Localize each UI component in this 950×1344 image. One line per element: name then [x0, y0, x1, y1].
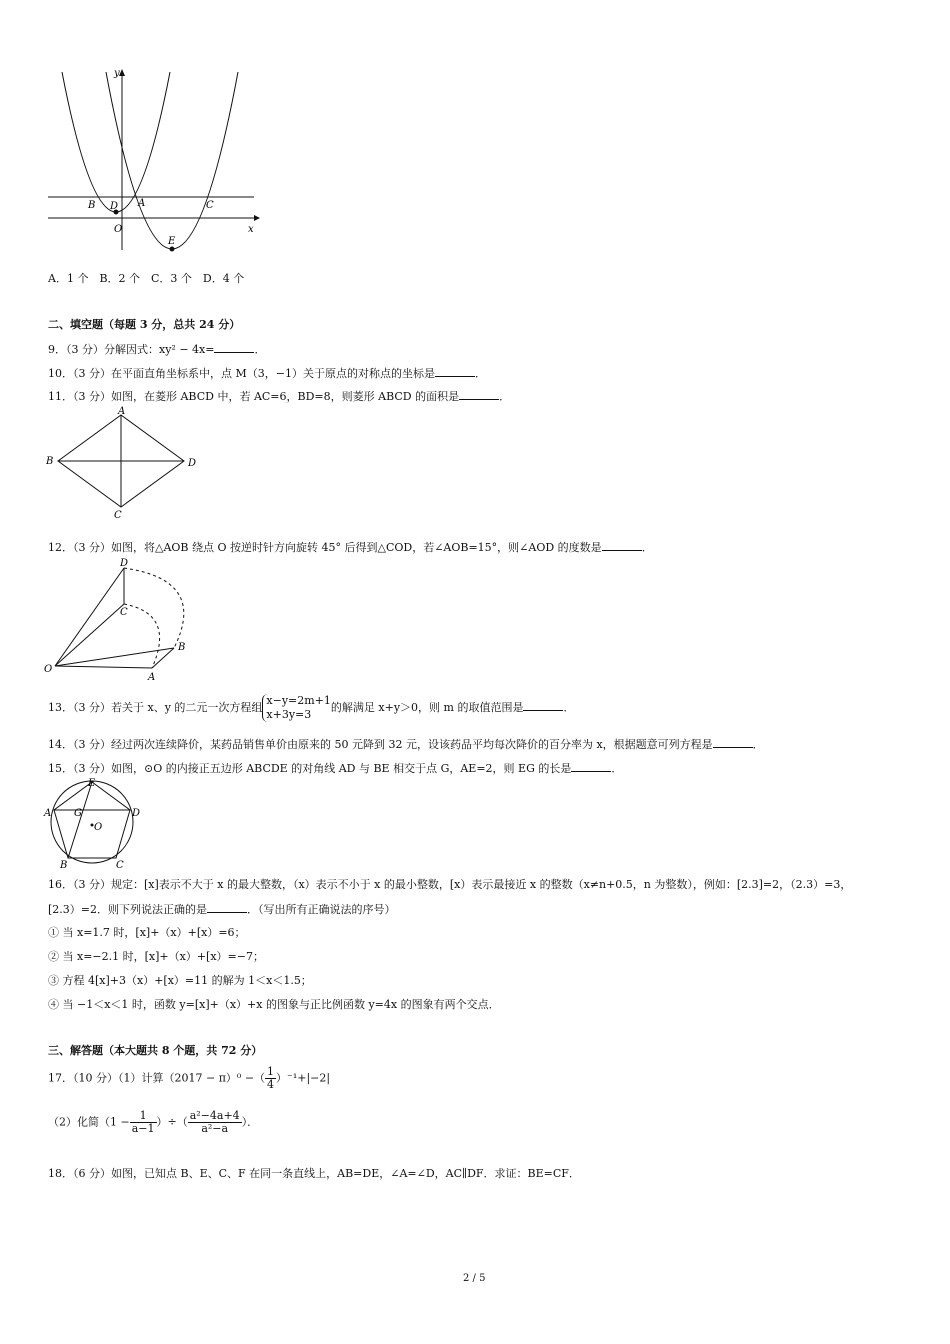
answer-blank[interactable]	[713, 737, 753, 748]
q16-option-2: ② 当 x=−2.1 时，[x]+（x）+[x）=−7；	[48, 950, 264, 963]
svg-text:D: D	[120, 558, 129, 569]
svg-text:y: y	[114, 68, 120, 79]
fraction: $\frac{\text{a²−4a+4}}{\text{a²−a}}$	[189, 1109, 240, 1135]
point-e	[170, 247, 175, 252]
svg-text:C: C	[114, 510, 122, 520]
question-17-part2: （2）化简（1 − $\frac{1}{a-1}$ ）÷（ $\frac{\text{a²−4a+4}}{\text{a²−a}}$ ）．	[48, 1109, 259, 1135]
fraction: $\frac{1}{a-1}$	[131, 1109, 155, 1135]
svg-text:E: E	[88, 778, 96, 789]
question-11: 11．（3 分）如图，在菱形 ABCD 中，若 AC=6，BD=8，则菱形 ABCD 的面积是 ．	[48, 390, 511, 403]
question-17-part1: 17．（10 分）（1）计算（2017 − π）⁰ −（ $\frac{1}{4}$ ）⁻¹+|−2|	[48, 1065, 331, 1091]
answer-blank[interactable]	[435, 366, 475, 377]
q16-option-3: ③ 方程 4[x]+3（x）+[x）=11 的解为 1＜x＜1.5；	[48, 974, 312, 987]
q16-option-1: ① 当 x=1.7 时，[x]+（x）+[x）=6；	[48, 926, 246, 939]
answer-blank[interactable]	[214, 342, 254, 353]
question-13: 13．（3 分）若关于 x、y 的二元一次方程组 x−y=2m+1 x+3y=3 的解满足 x+y＞0，则 m 的取值范围是 ．	[48, 694, 575, 721]
svg-text:D: D	[110, 201, 119, 212]
svg-text:O: O	[114, 224, 123, 235]
svg-text:E: E	[168, 236, 176, 247]
svg-text:A: A	[148, 672, 156, 683]
q8-options: A．1 个 B．2 个 C．3 个 D．4 个	[48, 272, 245, 285]
pentagon-figure	[40, 778, 150, 870]
section3-title: 三、解答题（本大题共 8 个题，共 72 分）	[48, 1044, 263, 1057]
svg-text:B: B	[88, 200, 96, 211]
question-16-line1: 16．（3 分）规定：[x]表示不大于 x 的最大整数，（x）表示不小于 x 的最小整数，[x）表示最接近 x 的整数（x≠n+0.5，n 为整数），例如：[2.3]=2，（2.3）=3，	[48, 878, 852, 891]
section2-title: 二、填空题（每题 3 分，总共 24 分）	[48, 318, 241, 331]
answer-blank[interactable]	[602, 540, 642, 551]
q16-option-4: ④ 当 −1＜x＜1 时，函数 y=[x]+（x）+x 的图象与正比例函数 y=4x 的图象有两个交点．	[48, 998, 500, 1011]
rhombus-figure	[40, 405, 210, 520]
svg-text:B: B	[60, 860, 68, 870]
svg-text:A: A	[44, 808, 52, 819]
question-16-line2: [2.3）=2．则下列说法正确的是 ．（写出所有正确说法的序号）	[48, 903, 396, 916]
parabola-left	[62, 72, 170, 212]
question-18: 18．（6 分）如图，已知点 B、E、C、F 在同一条直线上，AB=DE，∠A=∠D，AC∥DF．求证：BE=CF．	[48, 1167, 580, 1180]
equation-system: x−y=2m+1 x+3y=3	[262, 694, 331, 722]
question-9: 9．（3 分）分解因式：xy² − 4x= ．	[48, 343, 266, 356]
svg-text:C: C	[116, 860, 124, 870]
svg-text:G: G	[74, 808, 82, 819]
svg-text:O: O	[94, 822, 103, 833]
svg-text:x: x	[248, 224, 254, 235]
answer-blank[interactable]	[571, 761, 611, 772]
svg-text:C: C	[206, 200, 214, 211]
question-14: 14．（3 分）经过两次连续降价，某药品销售单价由原来的 50 元降到 32 元，设该药品平均每次降价的百分率为 x，根据题意可列方程是 ．	[48, 738, 764, 751]
svg-text:C: C	[120, 607, 128, 618]
answer-blank[interactable]	[523, 700, 563, 711]
svg-text:D: D	[188, 458, 197, 469]
svg-text:A: A	[138, 198, 146, 209]
rotation-figure	[40, 556, 200, 684]
svg-text:B: B	[178, 642, 186, 653]
page-number: 2 / 5	[463, 1273, 486, 1284]
svg-text:B: B	[46, 456, 54, 467]
answer-blank[interactable]	[459, 389, 499, 400]
fraction: $\frac{1}{4}$	[267, 1065, 275, 1091]
parabola-right	[106, 72, 238, 249]
question-15: 15．（3 分）如图，⊙O 的内接正五边形 ABCDE 的对角线 AD 与 BE 相交于点 G，AE=2，则 EG 的长是 ．	[48, 762, 623, 775]
parabola-graph	[44, 64, 264, 254]
question-12: 12．（3 分）如图，将△AOB 绕点 O 按逆时针方向旋转 45° 后得到△COD，若∠AOB=15°，则∠AOD 的度数是 ．	[48, 541, 653, 554]
answer-blank[interactable]	[207, 902, 247, 913]
svg-text:O: O	[44, 664, 53, 675]
question-10: 10．（3 分）在平面直角坐标系中，点 M（3，−1）关于原点的对称点的坐标是 ．	[48, 367, 486, 380]
svg-text:A: A	[118, 406, 126, 417]
svg-text:D: D	[132, 808, 141, 819]
